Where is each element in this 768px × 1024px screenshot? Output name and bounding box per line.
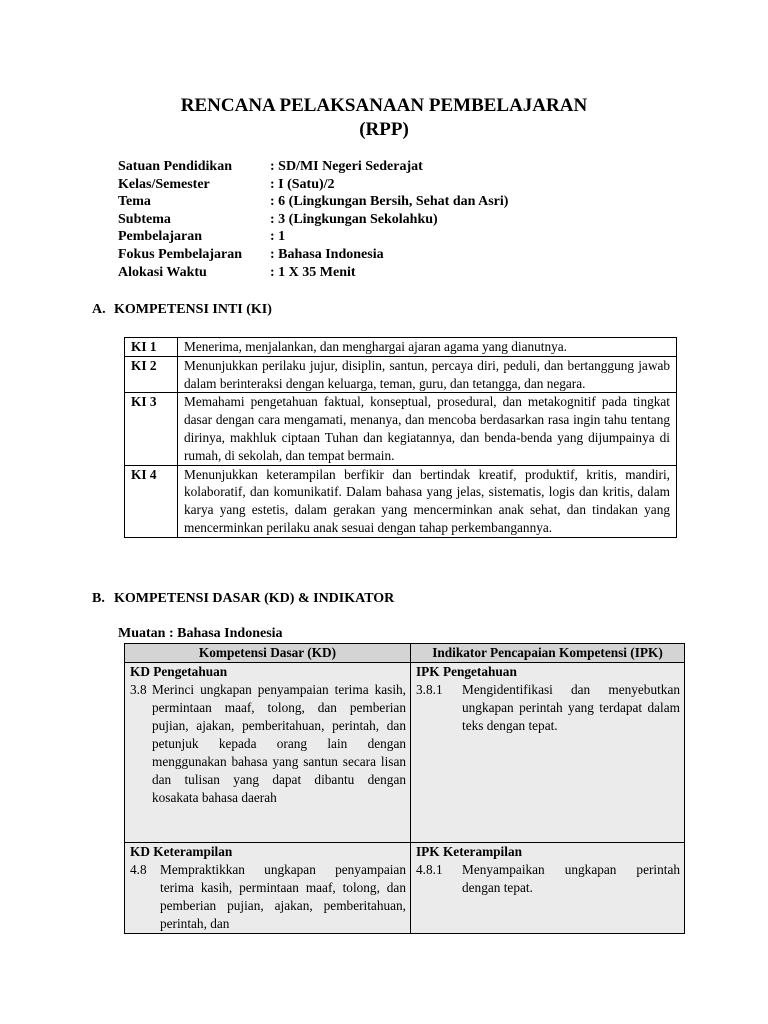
identity-row xyxy=(118,264,508,282)
kd-heading: KD Keterampilan xyxy=(130,844,233,859)
identity-value: : SD/MI Negeri Sederajat xyxy=(270,159,423,174)
table-row xyxy=(125,843,685,934)
ipk-cell xyxy=(411,663,685,843)
identity-key: Fokus Pembelajaran xyxy=(118,246,243,262)
kd-item xyxy=(130,861,406,933)
muatan-label: Muatan : Bahasa Indonesia xyxy=(118,626,283,641)
identity-key: Tema xyxy=(118,194,151,210)
kd-item xyxy=(130,681,406,807)
ki-text: Menerima, menjalankan, dan menghargai ajaran agama yang dianutnya. xyxy=(178,338,677,357)
kd-text: Merinci ungkapan penyampaian terima kasih, permintaan maaf, tolong, dan pemberian pujian, ajakan, pemberitahuan, perintah, dan petunjuk kepada orang lain dengan menggunakan bahasa yang santun secara lisan dan tulisan yang dapat dibantu dengan kosakata bahasa daerah xyxy=(152,682,406,805)
identity-value: : 3 (Lingkungan Sekolahku) xyxy=(270,211,438,227)
identity-key: Subtema xyxy=(118,211,171,227)
identity-row xyxy=(118,228,508,246)
identity-key: Kelas/Semester xyxy=(118,176,210,192)
section-b-heading xyxy=(92,590,394,608)
document-title: RENCANA PELAKSANAAN PEMBELAJARAN xyxy=(180,95,588,116)
ki-code: KI 4 xyxy=(125,465,178,537)
ki-code: KI 2 xyxy=(125,356,178,393)
identity-row xyxy=(118,193,508,211)
identity-block xyxy=(118,158,508,281)
ipk-column-header: Indikator Pencapaian Kompetensi (IPK) xyxy=(411,644,685,663)
identity-value: : I (Satu)/2 xyxy=(270,176,335,192)
section-letter: A. xyxy=(92,302,106,317)
ki-text: Menunjukkan keterampilan berfikir dan bertindak kreatif, produktif, kritis, mandiri, kolaboratif, dan komunikatif. Dalam bahasa yang jelas, sistematis, logis dan kritis, dalam karya yang estetis, dalam gerakan yang mencerminkan anak sehat, dan tindakan yang mencerminkan perilaku anak sesuai dengan tahap perkembangannya. xyxy=(178,465,677,537)
ipk-item xyxy=(416,681,680,735)
identity-key: Alokasi Waktu xyxy=(118,264,207,280)
kd-column-header: Kompetensi Dasar (KD) xyxy=(125,644,411,663)
ipk-number: 3.8.1 xyxy=(416,682,443,697)
identity-value: : 6 (Lingkungan Bersih, Sehat dan Asri) xyxy=(270,194,509,210)
kd-cell xyxy=(125,843,411,934)
ki-text: Memahami pengetahuan faktual, konseptual, prosedural, dan metakognitif pada tingkat dasar dengan cara mengamati, menanya, dan mencoba berdasarkan rasa ingin tahu tentang dirinya, makhluk ciptaan Tuhan dan kegiatannya, dan benda-benda yang dijumpainya di rumah, di sekolah, dan tempat bermain. xyxy=(178,393,677,465)
identity-value: : 1 X 35 Menit xyxy=(270,264,356,280)
ipk-item xyxy=(416,861,680,897)
ki-table xyxy=(124,337,677,538)
table-header-row xyxy=(125,644,685,663)
kd-number: 3.8 xyxy=(130,682,147,697)
kd-number: 4.8 xyxy=(130,862,147,877)
ipk-heading: IPK Pengetahuan xyxy=(416,664,517,679)
ipk-text: Mengidentifikasi dan menyebutkan ungkapan perintah yang terdapat dalam teks dengan tepat. xyxy=(462,682,680,733)
document-subtitle: (RPP) xyxy=(359,119,409,140)
table-row xyxy=(125,393,677,465)
identity-key: Pembelajaran xyxy=(118,229,202,245)
ki-code: KI 3 xyxy=(125,393,178,465)
table-row xyxy=(125,356,677,393)
kd-cell xyxy=(125,663,411,843)
kd-table xyxy=(124,643,685,934)
section-letter: B. xyxy=(92,591,105,606)
ki-text: Menunjukkan perilaku jujur, disiplin, santun, percaya diri, peduli, dan bertanggung jawab dalam berinteraksi dengan keluarga, teman, guru, dan tetangga, dan negara. xyxy=(178,356,677,393)
ipk-number: 4.8.1 xyxy=(416,862,443,877)
identity-row xyxy=(118,246,508,264)
ipk-text: Menyampaikan ungkapan perintah dengan tepat. xyxy=(462,862,680,895)
section-label: KOMPETENSI DASAR (KD) & INDIKATOR xyxy=(114,591,395,606)
ki-code: KI 1 xyxy=(125,338,178,357)
identity-row xyxy=(118,158,508,176)
kd-heading: KD Pengetahuan xyxy=(130,664,228,679)
identity-key: Satuan Pendidikan xyxy=(118,159,232,174)
table-row xyxy=(125,338,677,357)
section-a-heading xyxy=(92,301,272,319)
table-row xyxy=(125,465,677,537)
identity-value: : Bahasa Indonesia xyxy=(270,246,384,262)
section-label: KOMPETENSI INTI (KI) xyxy=(114,302,272,317)
identity-row xyxy=(118,176,508,194)
ipk-cell xyxy=(411,843,685,934)
identity-value: : 1 xyxy=(270,229,286,245)
identity-row xyxy=(118,211,508,229)
kd-text: Mempraktikkan ungkapan penyampaian terima kasih, permintaan maaf, tolong, dan pemberian pujian, ajakan, pemberitahuan, perintah, dan xyxy=(160,862,406,931)
ipk-heading: IPK Keterampilan xyxy=(416,844,522,859)
table-row xyxy=(125,663,685,843)
